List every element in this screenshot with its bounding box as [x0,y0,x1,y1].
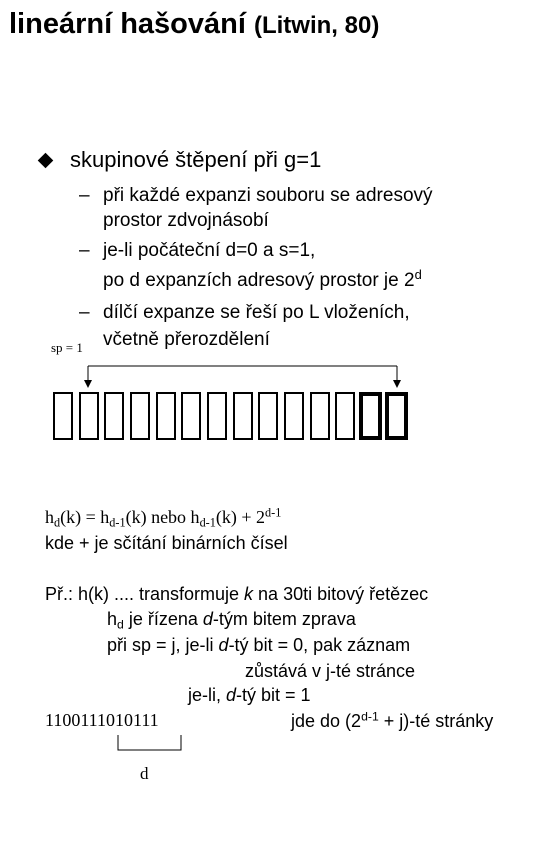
diamond-bullet-icon [38,153,54,169]
bucket [258,392,278,440]
title-citation: (Litwin, 80) [253,12,380,39]
dash-2: – [79,240,90,261]
example-line-6: jde do ($2^{d-1}$ + j)-té stránky [291,709,494,731]
sp-label: sp = 1 [51,340,83,355]
item-3-line2: včetně přerozdělení [103,329,270,350]
arrow-head-right [393,380,401,388]
item-3-line1: dílčí expanze se řeší po L vloženích, [103,302,410,323]
bucket [310,392,330,440]
d-label: d [140,764,149,783]
example-line-1: Př.: h(k) .... transformuje k na 30ti bitový řetězec [45,584,429,604]
bucket [104,392,124,440]
bullet-heading: skupinové štěpení při g=1 [70,147,322,172]
new-bucket [359,392,382,440]
example-line-2: $h_d$ je řízena d-tým bitem zprava [107,609,356,632]
bucket [181,392,201,440]
example-line-3: při sp = j, je-li d-tý bit = 0, pak záznam [107,635,411,655]
bucket [79,392,99,440]
new-bucket [385,392,408,440]
item-2-line2: po d expanzích adresový prostor je 2$^d$ [103,266,422,291]
title-main: lineární hašování [9,8,246,40]
page-title [9,8,379,41]
bucket [335,392,355,440]
item-1-line2: prostor zdvojnásobí [103,210,269,231]
bit-string: 1100111010111 [45,710,159,730]
hash-formula: $h_d(k) = h_{d-1}(k)$ nebo $h_{d-1}(k) + 2^{d-1}$ [45,505,282,530]
dash-1: – [79,185,90,206]
bucket [53,392,73,440]
example-line-4: zůstává v j-té stránce [245,661,416,681]
dash-3: – [79,302,90,323]
example-line-5: je-li, d-tý bit = 1 [188,685,311,705]
bucket [284,392,304,440]
arrow-head-left [84,380,92,388]
bucket [207,392,227,440]
bucket [233,392,253,440]
split-arrow [80,360,410,390]
formula-note: kde + je sčítání binárních čísel [45,533,288,553]
item-1-line1: při každé expanzi souboru se adresový [103,185,433,206]
d-bracket [116,733,186,753]
item-2-line1: je-li počáteční d=0 a s=1, [103,240,316,261]
bucket [130,392,150,440]
bucket [156,392,176,440]
